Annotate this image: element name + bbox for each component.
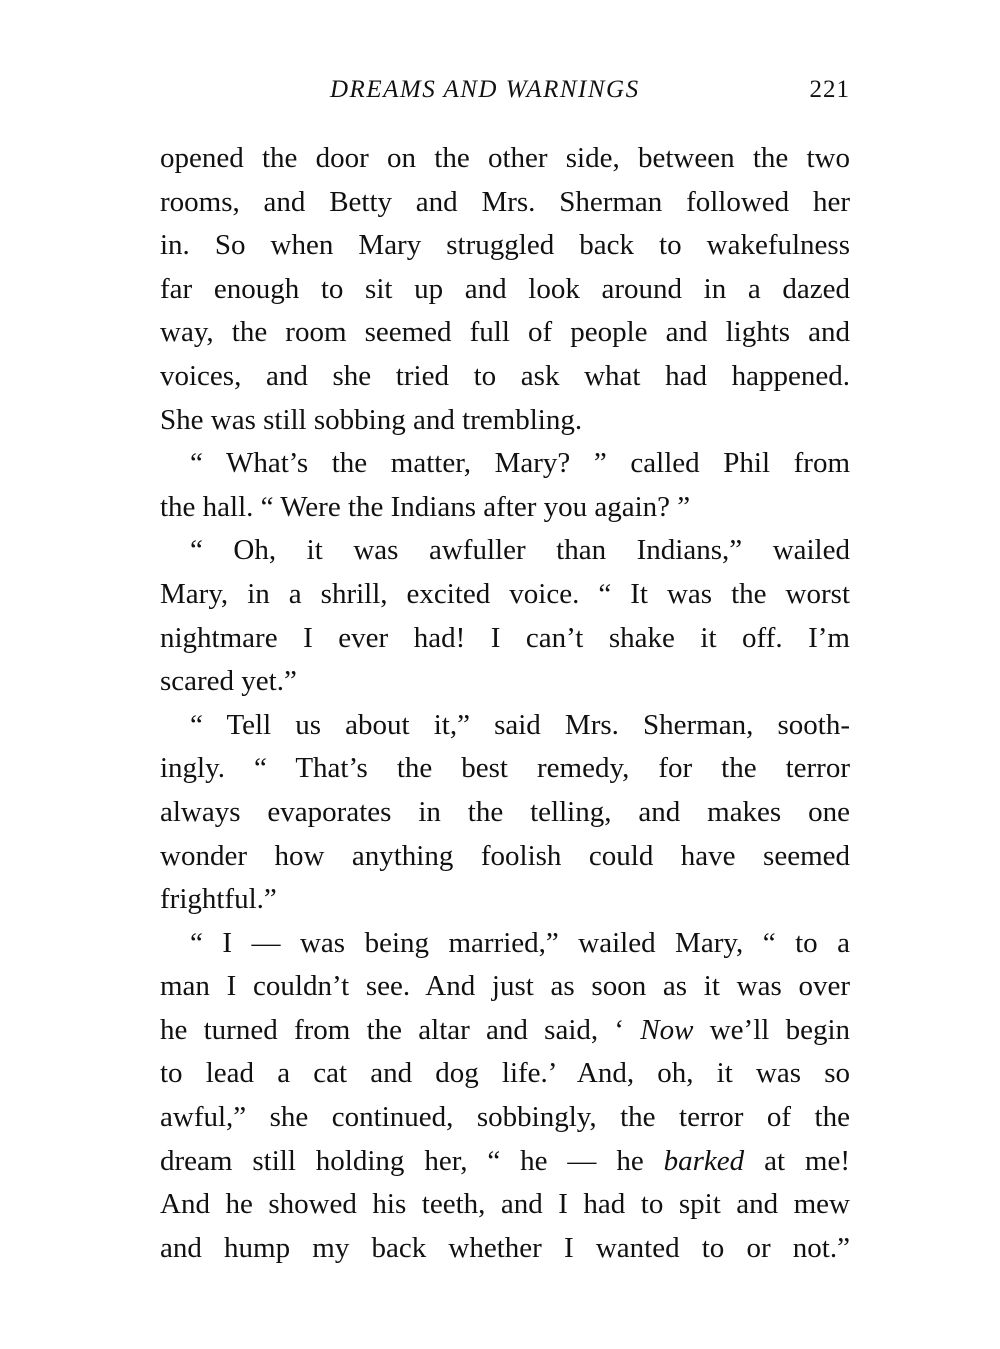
running-title: DREAMS AND WARNINGS <box>330 76 640 103</box>
text-segment: wonder how anything foolish could have seemed <box>160 839 850 872</box>
text-line <box>160 181 850 225</box>
text-line <box>160 399 850 443</box>
text-segment: rooms, and Betty and Mrs. Sherman followed her <box>160 185 850 218</box>
text-line <box>160 1227 850 1271</box>
text-segment: he turned from the altar and said, ‘ <box>160 1013 641 1046</box>
text-segment: She was still sobbing and trembling. <box>160 403 583 436</box>
text-line <box>160 965 850 1009</box>
text-segment: “ I — was being married,” wailed Mary, “ to a <box>190 926 850 959</box>
text-segment: and hump my back whether I wanted to or not.” <box>160 1231 850 1264</box>
text-segment: at me! <box>744 1144 850 1177</box>
text-line <box>160 1140 850 1184</box>
text-line <box>160 355 850 399</box>
text-segment: “ What’s the matter, Mary? ” called Phil from <box>190 447 850 480</box>
text-segment: ingly. “ That’s the best remedy, for the terror <box>160 752 850 785</box>
text-line <box>160 704 850 748</box>
text-segment: “ Tell us about it,” said Mrs. Sherman, sooth- <box>190 708 850 741</box>
text-segment: “ Oh, it was awfuller than Indians,” wailed <box>190 534 850 567</box>
text-segment: dream still holding her, “ he — he <box>160 1144 664 1177</box>
italic-text: barked <box>663 1144 745 1177</box>
text-line <box>160 1183 850 1227</box>
text-line <box>160 878 850 922</box>
body-text <box>160 137 850 1270</box>
text-line <box>160 529 850 573</box>
text-segment: awful,” she continued, sobbingly, the terror of the <box>160 1101 850 1134</box>
text-segment: man I couldn’t see. And just as soon as it was over <box>160 970 850 1003</box>
text-line <box>160 573 850 617</box>
text-line <box>160 791 850 835</box>
text-line <box>160 660 850 704</box>
italic-text: Now <box>640 1013 694 1046</box>
text-line <box>160 137 850 181</box>
text-segment: nightmare I ever had! I can’t shake it off. I’m <box>160 621 850 654</box>
text-line <box>160 311 850 355</box>
text-segment: far enough to sit up and look around in a dazed <box>160 272 850 305</box>
text-segment: And he showed his teeth, and I had to spit and mew <box>160 1188 850 1221</box>
text-segment: in. So when Mary struggled back to wakefulness <box>160 229 850 262</box>
text-line <box>160 747 850 791</box>
text-segment: opened the door on the other side, between the two <box>160 142 850 174</box>
text-line <box>160 1096 850 1140</box>
text-segment: scared yet.” <box>160 665 297 698</box>
page-number: 221 <box>809 76 850 103</box>
text-line <box>160 1009 850 1053</box>
text-segment: frightful.” <box>160 883 277 916</box>
running-head <box>160 74 850 114</box>
text-line <box>160 224 850 268</box>
text-line <box>160 617 850 661</box>
text-line <box>160 268 850 312</box>
text-line <box>160 1052 850 1096</box>
text-segment: way, the room seemed full of people and lights and <box>160 316 850 349</box>
text-line <box>160 442 850 486</box>
text-segment: voices, and she tried to ask what had happened. <box>160 359 850 392</box>
text-segment: to lead a cat and dog life.’ And, oh, it was so <box>160 1057 850 1090</box>
text-line <box>160 486 850 530</box>
text-line <box>160 922 850 966</box>
text-segment: Mary, in a shrill, excited voice. “ It was the worst <box>160 577 850 610</box>
text-segment: always evaporates in the telling, and makes one <box>160 795 850 828</box>
text-segment: the hall. “ Were the Indians after you again? ” <box>160 490 691 523</box>
text-segment: we’ll begin <box>693 1013 850 1046</box>
text-line <box>160 835 850 879</box>
